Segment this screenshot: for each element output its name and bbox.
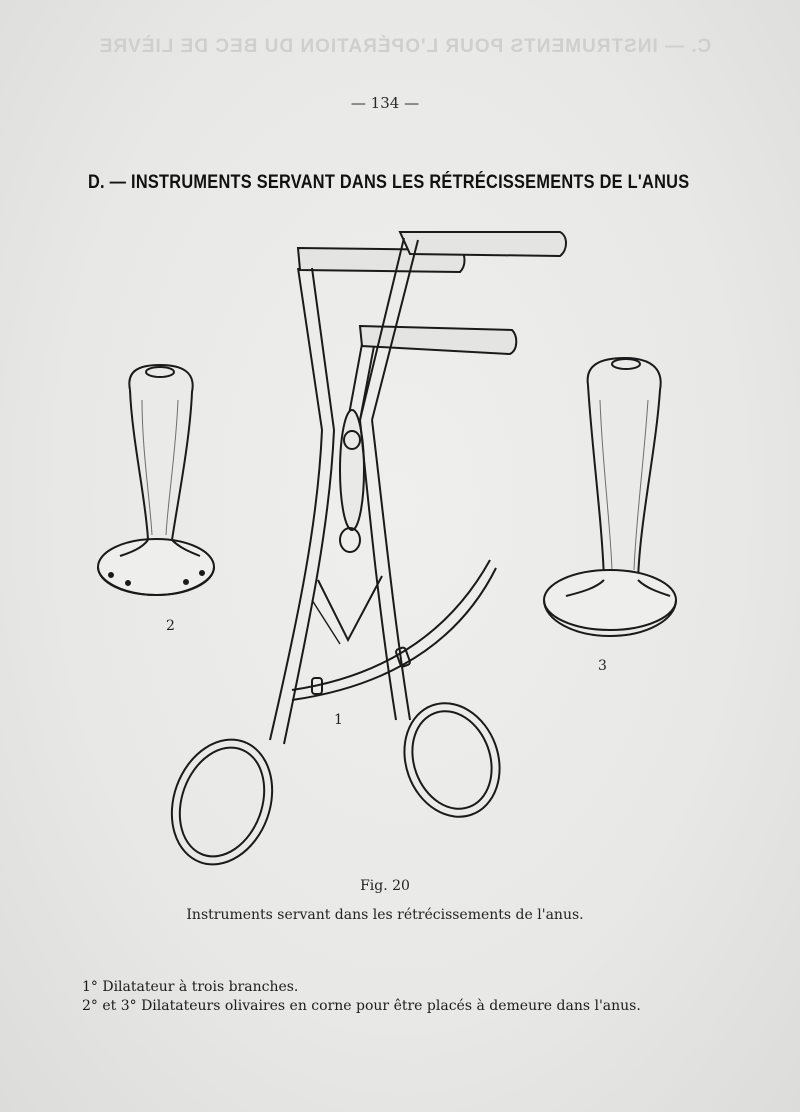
label-instrument-2: 2 [166,618,175,634]
legend-item: 2° et 3° Dilatateurs olivaires en corne pour être placés à demeure dans l'anus. [82,998,641,1014]
olive-dilator-2 [98,365,214,595]
label-instrument-3: 3 [598,658,607,674]
figure-legend [82,978,722,1016]
section-title: D. — INSTRUMENTS SERVANT DANS LES RÉTRÉCISSEMENTS DE L'ANUS [88,172,690,193]
figure-number: Fig. 20 [360,878,410,894]
three-branch-dilator-1 [155,232,566,879]
olive-dilator-3 [544,358,676,636]
legend-item: 1° Dilatateur à trois branches. [82,979,299,995]
figure-caption: Instruments servant dans les rétrécissements de l'anus. [186,907,584,923]
page-number: — 134 — [350,94,420,112]
label-instrument-1: 1 [334,712,343,728]
show-through-header: C. — INSTRUMENTS POUR L'OPÉRATION DU BEC DE LIÈVRE [98,36,712,57]
